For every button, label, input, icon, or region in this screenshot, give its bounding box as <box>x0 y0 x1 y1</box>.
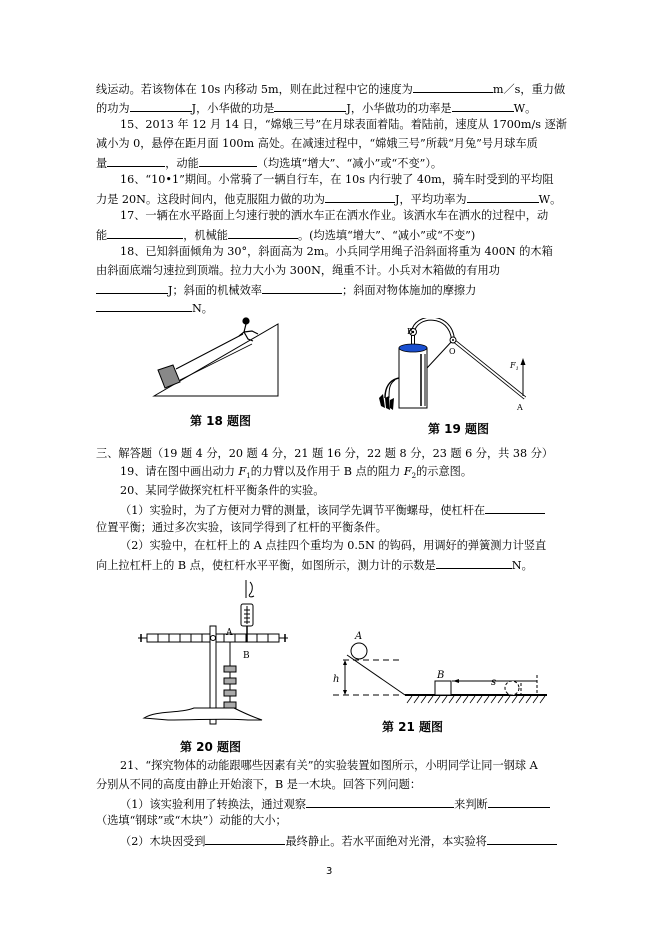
hatch-line <box>421 696 426 703</box>
label-a: A <box>517 403 523 412</box>
q19-line <box>120 464 472 480</box>
answer-blank[interactable] <box>487 832 557 845</box>
q15-text: 量 <box>96 157 108 170</box>
q15-line1: 15、2013 年 12 月 14 日，“嫦娥三号”在月球表面着陆。着陆前，速度从 1700m/s 逐渐 <box>120 118 567 131</box>
answer-blank[interactable] <box>96 299 192 312</box>
hatch-line <box>435 696 440 703</box>
label-h: h <box>333 674 340 685</box>
figure-18-incline <box>140 312 300 404</box>
figure-18-caption: 第 18 题图 <box>190 414 252 428</box>
q21-text: （2）木块因受到 <box>120 835 206 848</box>
answer-blank[interactable] <box>205 832 285 845</box>
hatch-line <box>533 696 538 703</box>
lever-segment <box>147 634 158 642</box>
lever-segment <box>257 634 268 642</box>
figure-21-caption: 第 21 题图 <box>382 720 444 734</box>
q18-line2: 由斜面底端匀速拉到顶端。拉力大小为 300N，绳重不计。小兵对木箱做的有用功 <box>96 264 500 277</box>
figure-19-pump <box>375 318 535 413</box>
label-s: s <box>491 677 497 688</box>
q19-text: 19、请在图中画出动力 <box>120 465 239 478</box>
spout <box>385 378 399 398</box>
q14-text: J，小华做的功是 <box>191 102 275 115</box>
answer-blank[interactable] <box>467 190 539 203</box>
q14-unit: m／s，重力做 <box>492 83 566 96</box>
lever-segment <box>268 634 279 642</box>
block-b <box>435 681 451 695</box>
figure-20-lever <box>138 578 288 728</box>
answer-blank[interactable] <box>306 795 454 808</box>
q15-text: ，动能 <box>165 157 199 170</box>
answer-blank[interactable] <box>413 80 493 93</box>
rope-lower <box>180 344 252 380</box>
q20-text: （1）实验时，为了方便对力臂的测量，该同学先调节平衡螺母，使杠杆在 <box>120 504 486 517</box>
q20-line2 <box>120 501 545 517</box>
lever-segment <box>169 634 180 642</box>
q18-text: ；斜面对物体施加的摩擦力 <box>342 284 477 297</box>
label-b: B <box>407 327 413 336</box>
label-b: B <box>243 651 250 661</box>
answer-blank[interactable] <box>485 501 545 514</box>
q18-text: J；斜面的机械效率 <box>168 284 262 297</box>
answer-blank[interactable] <box>228 226 298 239</box>
answer-blank[interactable] <box>325 190 395 203</box>
lever-segment <box>180 634 191 642</box>
water-surface <box>399 344 427 352</box>
ramp <box>347 655 405 695</box>
answer-blank[interactable] <box>107 154 165 167</box>
q20-text: N。 <box>511 559 533 572</box>
q19-f2-sub: 2 <box>411 472 417 481</box>
q14-line2 <box>96 99 536 115</box>
q17-text: 能 <box>96 229 108 242</box>
q18-line1: 18、已知斜面倾角为 30°，斜面高为 2m。小兵同学用绳子沿斜面将重为 400N 的木箱 <box>120 245 553 258</box>
hatch-line <box>519 696 524 703</box>
page-number: 3 <box>326 866 333 877</box>
q16-text: W。 <box>538 193 562 206</box>
answer-blank[interactable] <box>488 795 550 808</box>
q21-text: 最终静止。若水平面绝对光滑，本实验将 <box>285 835 487 848</box>
q14-line1 <box>96 80 565 96</box>
q16-line2 <box>96 190 561 206</box>
hatch-line <box>505 696 510 703</box>
q19-f1: F <box>238 465 247 478</box>
q16-line1: 16、“10•1”期间。小常骑了一辆自行车，在 10s 内行驶了 40m，骑车时受到的平均阻 <box>120 173 554 186</box>
q21-text: （1）该实验利用了转换法，通过观察 <box>120 798 307 811</box>
answer-blank[interactable] <box>107 226 183 239</box>
pump-cylinder <box>399 348 427 408</box>
q15-line3 <box>96 154 442 170</box>
answer-blank[interactable] <box>96 281 168 294</box>
q15-text: （均选填“增大”、“减小”或“不变”）。 <box>256 157 443 170</box>
hatch-line <box>477 696 482 703</box>
ground-hatch <box>407 696 545 703</box>
hatch-line <box>407 696 412 703</box>
ball-final <box>505 681 519 695</box>
q19-text: 的力臂以及作用于 B 点的阻力 <box>250 465 404 478</box>
q16-text: J，平均功率为 <box>394 193 467 206</box>
label-a: A <box>226 628 233 638</box>
q15-line2: 减小为 0，悬停在距月面 100m 高处。在减速过程中，“嫦娥三号”所载“月兔”号月球车质 <box>96 137 538 150</box>
block-final <box>521 681 537 695</box>
label-f1: $F_1$ <box>510 361 519 372</box>
q14-text: 线运动。若该物体在 10s 内移动 5m，则在此过程中它的速度为 <box>96 83 413 96</box>
hatch-line <box>491 696 496 703</box>
figure-20-caption: 第 20 题图 <box>180 740 242 754</box>
answer-blank[interactable] <box>199 154 257 167</box>
hatch-line <box>470 696 475 703</box>
q17-text: 。(均选填“增大”、“减小”或“不变”) <box>297 229 476 242</box>
spring-scale <box>241 580 254 642</box>
answer-blank[interactable] <box>274 99 346 112</box>
hatch-line <box>456 696 461 703</box>
answer-blank[interactable] <box>130 99 192 112</box>
stand-base <box>144 708 262 720</box>
q20-text: 向上拉杠杆上的 B 点，使杠杆水平平衡，如图所示，测力计的示数是 <box>96 559 436 572</box>
hatch-line <box>526 696 531 703</box>
figure-21-kinetic-energy <box>325 625 550 707</box>
answer-blank[interactable] <box>452 99 514 112</box>
label-o: O <box>449 347 456 356</box>
q19-f1-sub: 1 <box>246 472 251 481</box>
q16-text: 力是 20N。这段时间内，他克服阻力做的功为 <box>96 193 325 206</box>
q20-line3: 位置平衡；通过多次实验，该同学得到了杠杆的平衡条件。 <box>96 521 387 534</box>
lever-segment <box>235 634 246 642</box>
q18-text: N。 <box>192 302 213 315</box>
answer-blank[interactable] <box>262 281 342 294</box>
q20-line5 <box>96 556 533 572</box>
hatch-line <box>512 696 517 703</box>
hatch-line <box>442 696 447 703</box>
hatch-line <box>540 696 545 703</box>
lever-segment <box>191 634 202 642</box>
figure-19-caption: 第 19 题图 <box>428 422 490 436</box>
q19-text: 的示意图。 <box>416 465 473 478</box>
q21-text: 来判断 <box>454 798 488 811</box>
q14-text: J，小华做功的功率是 <box>346 102 452 115</box>
q18-line3 <box>96 281 476 297</box>
q21-line4: （选填“钢球”或“木块”）动能的大小； <box>96 814 287 827</box>
q21-line1: 21、“探究物体的动能跟哪些因素有关”的实验装置如图所示，小明同学让同一钢球 A <box>120 759 538 772</box>
hatch-line <box>414 696 419 703</box>
q14-text: 的功为 <box>96 102 130 115</box>
hatch-line <box>498 696 503 703</box>
hatch-line <box>428 696 433 703</box>
q21-line5 <box>120 832 557 848</box>
hatch-line <box>484 696 489 703</box>
q17-text: ，机械能 <box>183 229 228 242</box>
q20-line1: 20、某同学做探究杠杆平衡条件的实验。 <box>120 484 325 497</box>
q21-line3 <box>120 795 550 811</box>
answer-blank[interactable] <box>436 556 512 569</box>
hook-weights <box>224 666 236 708</box>
q20-line4: （2）实验中，在杠杆上的 A 点挂四个重均为 0.5N 的钩码，用调好的弹簧测力计竖直 <box>120 539 547 552</box>
lever-segment <box>158 634 169 642</box>
q17-line1: 17、一辆在水平路面上匀速行驶的洒水车正在洒水作业。该洒水车在洒水的过程中，动 <box>120 209 549 222</box>
q14-text: W。 <box>513 102 537 115</box>
fulcrum-pivot <box>211 636 216 641</box>
q17-line2 <box>96 226 475 242</box>
label-a: A <box>355 631 363 642</box>
ball-a <box>351 643 367 659</box>
label-b: B <box>437 670 445 681</box>
section-3-title: 三、解答题（19 题 4 分，20 题 4 分，21 题 16 分，22 题 8 分，23 题 6 分，共 38 分） <box>96 447 554 460</box>
q21-line2: 分别从不同的高度由静止开始滚下，B 是一木块。回答下列问题： <box>96 778 422 791</box>
water-splash <box>379 394 394 410</box>
hatch-line <box>463 696 468 703</box>
q19-f2: F <box>403 465 412 478</box>
hatch-line <box>449 696 454 703</box>
